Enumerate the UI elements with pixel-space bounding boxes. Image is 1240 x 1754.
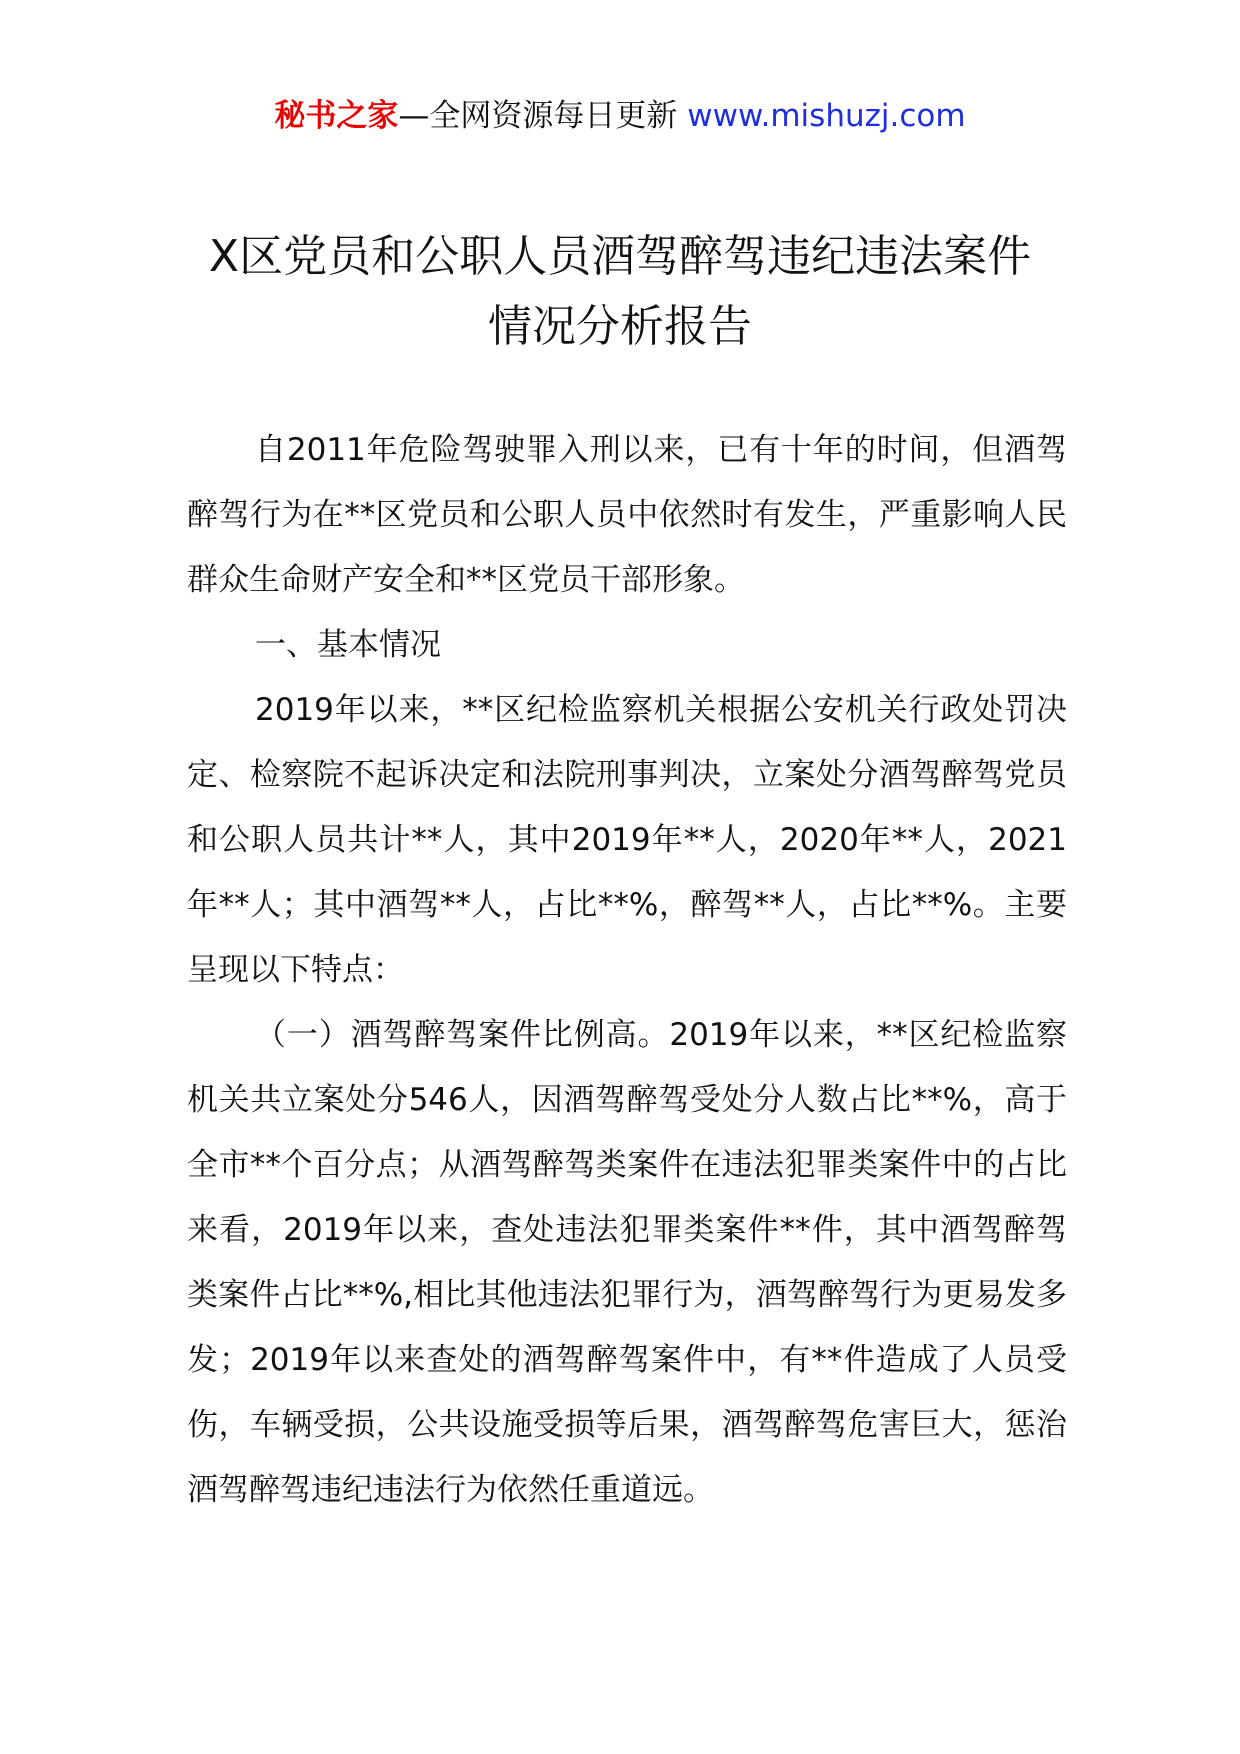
intro-paragraph: 自2011年危险驾驶罪入刑以来，已有十年的时间，但酒驾醉驾行为在**区党员和公职人员中依然时有发生，严重影响人民群众生命财产安全和**区党员干部形象。 [187,432,1067,598]
document-title [0,222,1240,362]
basic-situation-paragraph: 2019年以来，**区纪检监察机关根据公安机关行政处罚决定、检察院不起诉决定和法院刑事判决，立案处分酒驾醉驾党员和公职人员共计**人，其中2019年**人，2020年**人，2021年**人；其中酒驾**人，占比**%，醉驾**人，占比**%。主要呈现以下特点： [187,692,1067,988]
document-body [187,418,1067,1523]
title-line-1: X区党员和公职人员酒驾醉驾违纪违法案件 [208,231,1032,282]
site-tagline: —全网资源每日更新 [398,98,678,134]
site-brand: 秘书之家 [274,98,399,134]
section-heading-basic-situation: 一、基本情况 [255,627,441,663]
feature-one-paragraph: （一）酒驾醉驾案件比例高。2019年以来，**区纪检监察机关共立案处分546人，因酒驾醉驾受处分人数占比**%，高于全市**个百分点；从酒驾醉驾类案件在违法犯罪类案件中的占比来看，2019年以来，查处违法犯罪类案件**件，其中酒驾醉驾类案件占比**%,相比其他违法犯罪行为，酒驾醉驾行为更易发多发；2019年以来查处的酒驾醉驾案件中，有**件造成了人员受伤，车辆受损，公共设施受损等后果，酒驾醉驾危害巨大，惩治酒驾醉驾违纪违法行为依然任重道远。 [187,1017,1067,1508]
site-url-link[interactable]: www.mishuzj.com [687,98,966,134]
site-header [0,96,1240,136]
title-line-2: 情况分析报告 [488,301,752,352]
